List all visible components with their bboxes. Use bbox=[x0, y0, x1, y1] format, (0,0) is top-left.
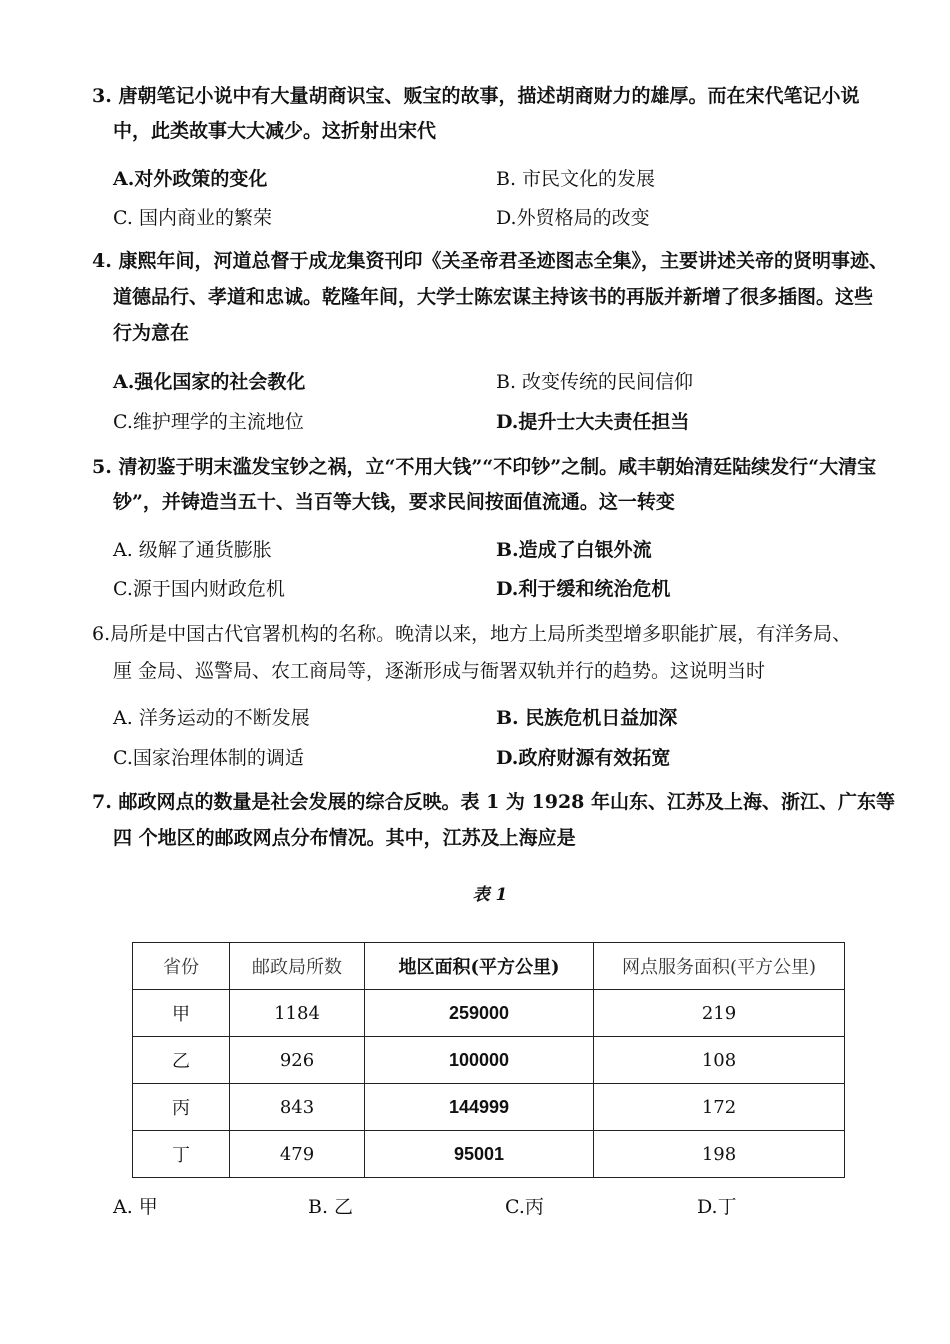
cell-province: 丙 bbox=[133, 1084, 230, 1131]
postal-table bbox=[132, 942, 845, 1178]
q3-option-a: A.对外政策的变化 bbox=[113, 168, 268, 190]
cell-post-offices: 479 bbox=[230, 1131, 365, 1178]
q4-option-c: C.维护理学的主流地位 bbox=[113, 411, 304, 433]
cell-service-area: 198 bbox=[594, 1131, 845, 1178]
header-post-offices: 邮政局所数 bbox=[230, 943, 365, 990]
q6-stem-line2: 厘 金局、巡警局、农工商局等，逐渐形成与衙署双轨并行的趋势。这说明当时 bbox=[113, 660, 766, 682]
q4-option-a: A.强化国家的社会教化 bbox=[113, 371, 306, 393]
q5-option-c: C.源于国内财政危机 bbox=[113, 578, 285, 600]
cell-service-area: 172 bbox=[594, 1084, 845, 1131]
q7-option-a: A. 甲 bbox=[113, 1196, 158, 1218]
table-caption: 表 1 bbox=[472, 885, 508, 905]
q4-stem-line3: 行为意在 bbox=[113, 322, 190, 344]
table-row bbox=[133, 1084, 845, 1131]
q5-option-d: D.利于缓和统治危机 bbox=[496, 578, 671, 600]
q6-option-c: C.国家治理体制的调适 bbox=[113, 747, 304, 769]
cell-province: 乙 bbox=[133, 1037, 230, 1084]
cell-province: 甲 bbox=[133, 990, 230, 1037]
header-area: 地区面积(平方公里) bbox=[365, 943, 594, 990]
q3-stem-line2: 中，此类故事大大减少。这折射出宋代 bbox=[113, 120, 437, 142]
cell-province: 丁 bbox=[133, 1131, 230, 1178]
cell-post-offices: 843 bbox=[230, 1084, 365, 1131]
q3-option-c: C. 国内商业的繁荣 bbox=[113, 207, 272, 229]
table-row bbox=[133, 1037, 845, 1084]
q6-option-d: D.政府财源有效拓宽 bbox=[496, 747, 671, 769]
q5-option-b: B.造成了白银外流 bbox=[496, 539, 652, 561]
header-province: 省份 bbox=[133, 943, 230, 990]
cell-area: 259000 bbox=[365, 990, 594, 1037]
header-service-area: 网点服务面积(平方公里) bbox=[594, 943, 845, 990]
q5-stem-line2: 钞”，并铸造当五十、当百等大钱，要求民间按面值流通。这一转变 bbox=[113, 491, 675, 513]
q6-stem-line1: 6.局所是中国古代官署机构的名称。晚清以来，地方上局所类型增多职能扩展，有洋务局、 bbox=[92, 623, 852, 645]
q7-stem-line1: 7. 邮政网点的数量是社会发展的综合反映。表 1 为 1928 年山东、江苏及上海、浙江、广东等 bbox=[92, 791, 896, 813]
table-row bbox=[133, 1131, 845, 1178]
cell-post-offices: 1184 bbox=[230, 990, 365, 1037]
q6-option-b: B. 民族危机日益加深 bbox=[496, 707, 678, 729]
cell-area: 100000 bbox=[365, 1037, 594, 1084]
q4-option-b: B. 改变传统的民间信仰 bbox=[496, 371, 694, 393]
q4-stem-line1: 4. 康熙年间，河道总督于成龙集资刊印《关圣帝君圣迹图志全集》，主要讲述关帝的贤明事迹、 bbox=[92, 250, 888, 272]
q5-option-a: A. 级解了通货膨胀 bbox=[113, 539, 272, 561]
q7-option-d: D.丁 bbox=[697, 1196, 737, 1218]
cell-service-area: 219 bbox=[594, 990, 845, 1037]
cell-post-offices: 926 bbox=[230, 1037, 365, 1084]
q5-stem-line1: 5. 清初鉴于明末滥发宝钞之祸，立“不用大钱”“不印钞”之制。咸丰朝始清廷陆续发行“大清宝 bbox=[92, 456, 877, 478]
q4-stem-line2: 道德品行、孝道和忠诚。乾隆年间，大学士陈宏谋主持该书的再版并新增了很多插图。这些 bbox=[113, 286, 874, 308]
q3-option-d: D.外贸格局的改变 bbox=[496, 207, 650, 229]
table-row bbox=[133, 990, 845, 1037]
q4-option-d: D.提升士大夫责任担当 bbox=[496, 411, 690, 433]
cell-area: 95001 bbox=[365, 1131, 594, 1178]
q6-option-a: A. 洋务运动的不断发展 bbox=[113, 707, 310, 729]
q7-option-b: B. 乙 bbox=[308, 1196, 354, 1218]
table-header-row bbox=[133, 943, 845, 990]
cell-service-area: 108 bbox=[594, 1037, 845, 1084]
q7-option-c: C.丙 bbox=[505, 1196, 544, 1218]
q7-stem-line2: 四 个地区的邮政网点分布情况。其中，江苏及上海应是 bbox=[113, 827, 576, 849]
cell-area: 144999 bbox=[365, 1084, 594, 1131]
q3-stem-line1: 3. 唐朝笔记小说中有大量胡商识宝、贩宝的故事，描述胡商财力的雄厚。而在宋代笔记小说 bbox=[92, 85, 860, 107]
q3-option-b: B. 市民文化的发展 bbox=[496, 168, 656, 190]
